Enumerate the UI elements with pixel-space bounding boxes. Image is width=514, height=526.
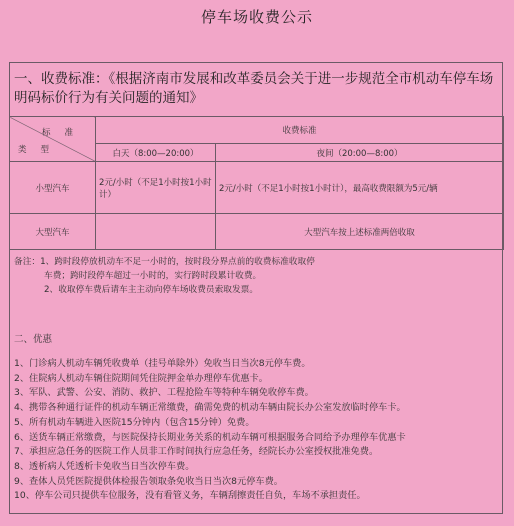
discount-item: 5、所有机动车辆进入医院15分钟内（包含15分钟）免费。	[14, 416, 255, 428]
row-type-large-car: 大型汽车	[10, 214, 96, 250]
small-car-day-fee: 2元/小时（不足1小时按1小时计）	[96, 162, 216, 214]
discount-item: 8、透析病人凭透析卡免收当日当次停车费。	[14, 460, 195, 472]
discount-item: 2、住院病人机动车辆住院期间凭住院押金单办理停车优惠卡。	[14, 372, 268, 384]
discount-item: 3、军队、武警、公安、消防、救护、工程抢险车等特种车辆免收停车费。	[14, 387, 314, 399]
note-line: 备注：1、跨时段停放机动车不足一小时的，按时段分界点前的收费标准收取停	[14, 257, 315, 267]
notes-block	[14, 255, 494, 297]
discount-item: 10、停车公司只提供车位服务，没有看管义务，车辆刮擦责任自负，车场不承担责任。	[14, 490, 366, 502]
discount-item: 4、携带各种通行证件的机动车辆正常缴费，确需免费的机动车辆由院长办公室发放临时停车卡。	[14, 402, 406, 414]
discount-heading: 二、优惠	[14, 334, 53, 345]
fee-standard-heading: 一、收费标准：《根据济南市发展和改革委员会关于进一步规范全市机动车停车场明码标价行为有关问题的通知》	[14, 71, 494, 106]
discount-item: 6、送货车辆正常缴费，与医院保持长期业务关系的机动车辆可根据服务合同给予办理停车优惠卡	[14, 431, 406, 443]
corner-label-standard: 标准	[41, 128, 87, 138]
fee-standard-header: 收费标准	[96, 117, 504, 144]
day-header: 白天（8:00—20:00）	[96, 144, 216, 162]
table-corner-cell	[10, 117, 96, 162]
large-car-fee: 大型汽车按上述标准两倍收取	[216, 214, 504, 250]
discount-item: 1、门诊病人机动车辆凭收费单（挂号单除外）免收当日当次8元停车费。	[14, 358, 311, 369]
night-header: 夜间（20:00—8:00）	[216, 144, 504, 162]
corner-label-type: 类型	[18, 145, 64, 155]
fee-table	[9, 116, 504, 250]
row-type-small-car: 小型汽车	[10, 162, 96, 214]
discount-list	[14, 357, 500, 504]
note-line: 车费；跨时段停车超过一小时的，实行跨时段累计收费。	[44, 271, 262, 281]
discount-item: 7、承担应急任务的医院工作人员非工作时间执行应急任务，经院长办公室授权批准免费。	[14, 446, 379, 458]
page-title: 停车场收费公示	[200, 8, 313, 26]
note-line: 2、收取停车费后请车主主动向停车场收费员索取发票。	[44, 285, 259, 295]
large-car-day-fee	[96, 214, 216, 250]
small-car-night-fee: 2元/小时（不足1小时按1小时计），最高收费限额为5元/辆	[216, 162, 504, 214]
discount-item: 9、查体人员凭医院提供体检报告领取条免收当日当次8元停车费。	[14, 475, 283, 487]
